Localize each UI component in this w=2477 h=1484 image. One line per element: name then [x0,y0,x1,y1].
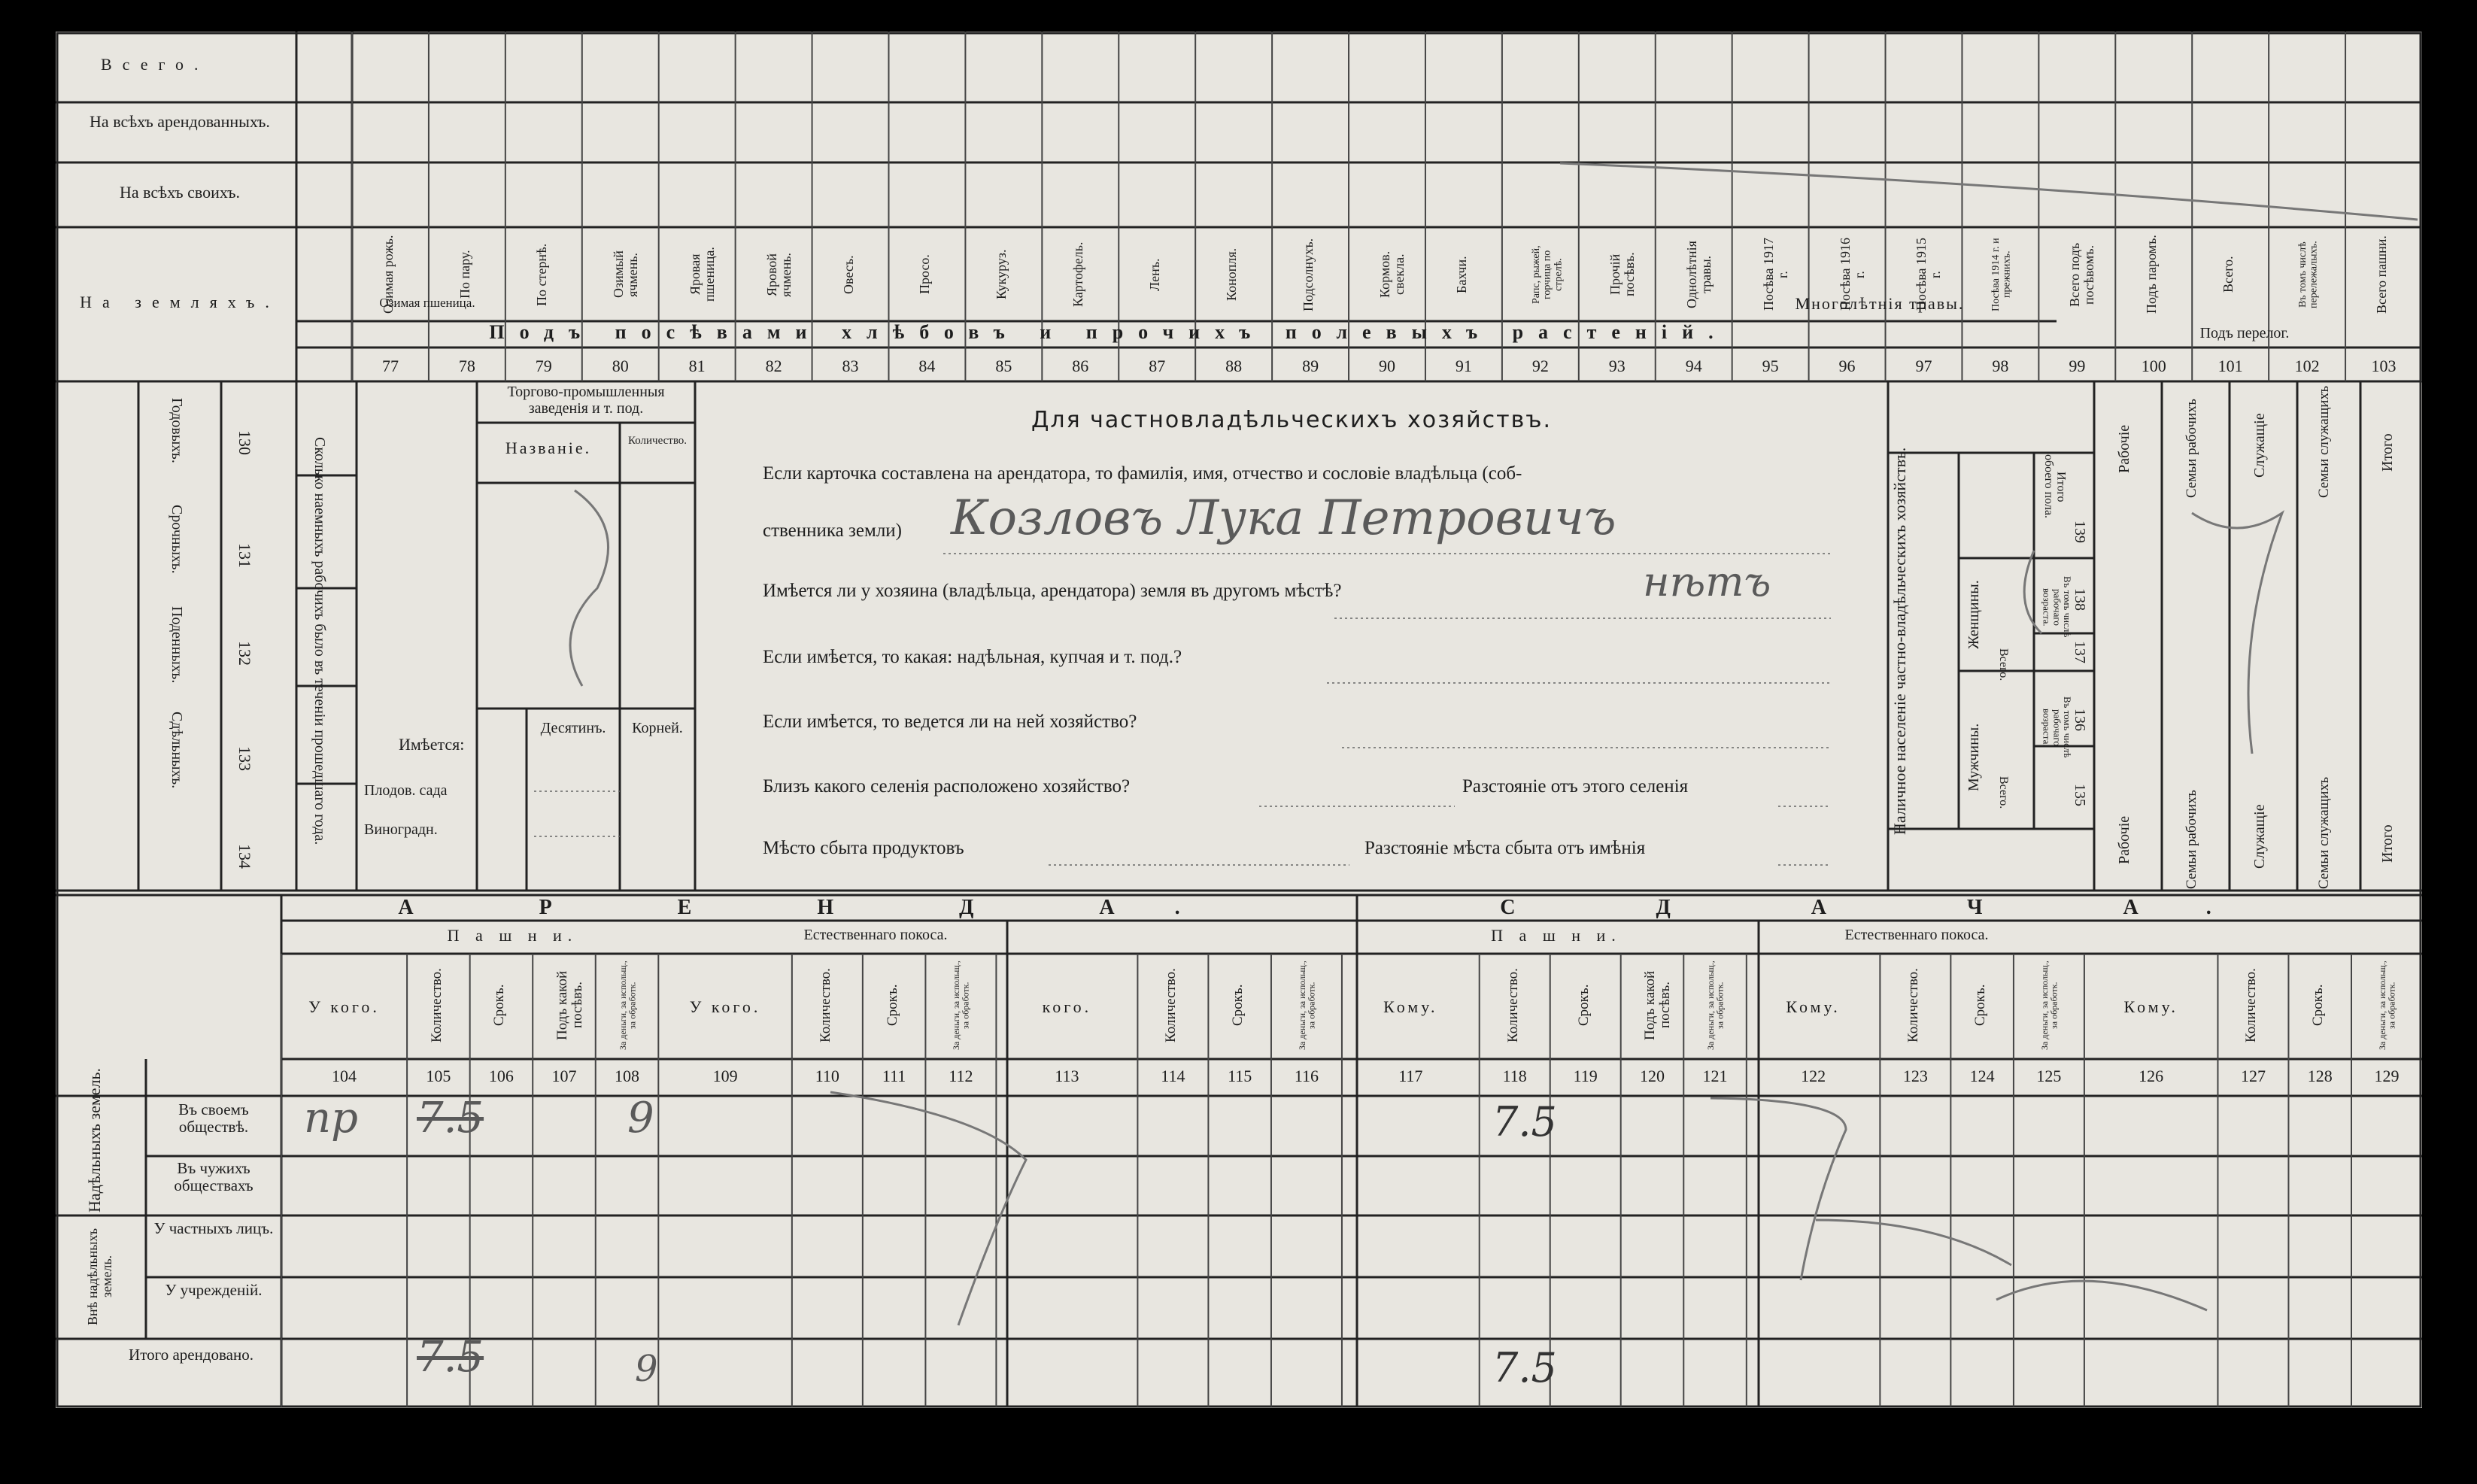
q1-line-a: Если карточка составлена на арендатора, то фамилiя, имя, отчество и сословiе владѣльца (соб- [763,463,1522,484]
men-working-age: Въ томъ числѣ рабочаго возраста. [2041,696,2073,758]
both-sexes: Итого обоего пола. [2041,454,2068,519]
lease-number: 117 [1398,1067,1423,1085]
crop-header: Прочiй посѣвъ. [1607,252,1637,297]
q1-line-b: ственника земли) [763,520,902,541]
lease-header: Количество. [1163,968,1179,1042]
lease-header: За деньги, за испольщ., за обработк. [1296,961,1317,1050]
workers-families-top: Семьи рабочихъ [2184,399,2199,498]
crop-number: 98 [1992,357,2009,375]
winter-wheat-label: Озимая пшеница. [379,296,475,310]
fallow-label: Подъ перелог. [2199,325,2290,341]
num-135: 135 [2072,784,2088,806]
other-land-answer: нѣтъ [1643,558,1771,605]
sdacha-title: С Д А Ч А. [1500,896,2279,919]
perennial-label: Многолѣтнiя травы. [1795,294,1965,313]
own-community-label: Въ своемъ обществѣ. [178,1100,249,1137]
women-working-age: Въ томъ числѣ рабочаго возраста. [2041,576,2073,638]
hw-r1-d: 7.5 [1492,1098,1557,1146]
hw-total-b: 9 [635,1348,658,1390]
arenda-pokos: Естественнаго покоса. [803,927,948,943]
annual-workers-label: Годовыхъ. [168,397,185,463]
arenda-pashni: П а ш н и. [447,926,578,945]
trade-title: Торгово-промышленныя заведенiя и т. под. [507,384,665,417]
roots-header: Корней. [632,720,683,736]
crop-header: Яровой ячмень. [763,252,794,297]
lease-header: Количество. [1504,968,1521,1042]
crop-number: 81 [688,357,706,375]
lease-header: Кому. [2123,997,2178,1016]
sdacha-pokos: Естественнаго покоса. [1844,927,1989,943]
num-130: 130 [235,430,255,455]
lease-number: 118 [1502,1067,1527,1085]
crop-header: Овесъ. [840,255,856,294]
lease-number: 119 [1573,1067,1598,1085]
sdacha-pashni: П а ш н и. [1491,926,1622,945]
crop-header: Кормов. свекла. [1377,250,1407,299]
num-139: 139 [2072,520,2088,543]
employees-families-top: Семьи служащихъ [2316,385,2332,498]
crop-number: 88 [1225,357,1243,375]
crop-header: Однолѣтнiя травы. [1683,241,1714,308]
crop-header: Яровая пшеница. [687,247,717,302]
men-total: Всего. [1996,776,2010,809]
private-persons-label: У частныхъ лицъ. [153,1219,274,1237]
crop-number: 77 [381,357,399,375]
hw-total-c: 7.5 [1492,1344,1557,1391]
trade-qty-header: Количество. [627,435,688,447]
lease-number: 129 [2374,1067,2400,1085]
crop-number: 97 [1915,357,1932,375]
men-label: Мужчины. [1966,723,1982,792]
piece-workers-label: Сдѣльныхъ. [168,711,185,789]
census-card [56,32,2422,1408]
owner-name-handwritten: Козловъ Лука Петровичъ [951,490,1616,546]
crop-number: 94 [1685,357,1702,375]
lease-header: Кому. [1383,997,1438,1016]
lease-number: 104 [332,1067,357,1085]
workers-bottom: Рабочiе [2116,815,2132,865]
crop-number: 83 [842,357,859,375]
lease-header: Подъ какой посѣвъ. [554,970,585,1040]
term-workers-label: Срочныхъ. [168,505,185,574]
crop-header: По пару. [457,250,472,299]
other-community-label: Въ чужихъ обществахъ [174,1159,253,1195]
workers-top: Рабочiе [2116,424,2132,474]
crop-header: Посѣва 1917 г. [1760,238,1790,311]
row-all-leased: На всѣхъ арендованныхъ. [90,112,270,131]
crop-number: 89 [1302,357,1319,375]
workers-families-bottom: Семьи рабочихъ [2184,790,2199,889]
institutions-label: У учрежденiй. [165,1281,263,1299]
row-total: Всего. [101,55,209,74]
crop-number: 95 [1762,357,1779,375]
crop-header: Бахчи. [1453,256,1469,293]
total-leased-label: Итого арендовано. [129,1346,253,1364]
lease-number: 120 [1639,1067,1665,1085]
employees-families-bottom: Семьи служащихъ [2316,776,2332,889]
lease-number: 127 [2240,1067,2266,1085]
private-title: Для частновладѣльческихъ хозяйствъ. [1031,407,1552,433]
lease-number: 126 [2139,1067,2164,1085]
lease-number: 125 [2036,1067,2062,1085]
total-top: Итого [2379,433,2396,472]
crop-header: Всего подъ посѣвомъ. [2067,242,2097,307]
lease-header: Кому. [1786,997,1841,1016]
lease-number: 124 [1969,1067,1995,1085]
crop-number: 92 [1531,357,1549,375]
lease-number: 107 [551,1067,577,1085]
crop-header: Подсолнухъ. [1301,238,1316,311]
crop-band-title: Подъ посѣвами хлѣбовъ и прочихъ полевыхъ растенiй. [489,321,1729,343]
crop-number: 79 [535,357,552,375]
num-136: 136 [2072,709,2088,731]
crop-number: 91 [1455,357,1472,375]
num-133: 133 [235,746,255,771]
lease-header: Срокъ. [1972,984,1989,1027]
crop-number: 102 [2294,357,2320,375]
q5-distance: Разстоянiе отъ этого селенiя [1462,776,1689,797]
crop-header: Всего пашни. [2374,235,2390,314]
lease-header: Количество. [428,968,445,1042]
lease-header: У кого. [308,997,380,1016]
daily-workers-label: Поденныхъ. [168,605,185,684]
row-all-own: На всѣхъ своихъ. [120,183,240,202]
crop-number: 101 [2217,357,2243,375]
q2-text: Имѣется ли у хозяина (владѣльца, арендатора) земля въ другомъ мѣстѣ? [763,581,1342,601]
lease-header: За деньги, за испольщ., за обработк. [617,961,638,1050]
crop-number: 100 [2141,357,2166,375]
lease-header: Подъ какой посѣвъ. [1642,970,1674,1040]
crop-number: 99 [2069,357,2086,375]
lease-header: кого. [1042,997,1092,1016]
non-allotment-lands-label: Внѣ надѣльныхъ земель. [85,1228,114,1325]
lease-number: 108 [615,1067,640,1085]
lease-header: Количество. [1905,968,1922,1042]
crop-header: Конопля. [1224,247,1240,302]
crop-header: Рапс, рыжей, горчица по стрелѣ. [1530,245,1565,304]
num-132: 132 [235,641,255,666]
population-title: Наличное населенiе частно-владѣльческихъ хозяйствъ. [1890,447,1909,835]
q5-text: Близъ какого селенiя расположено хозяйство? [763,776,1131,797]
crop-number: 86 [1072,357,1089,375]
lease-header: За деньги, за испольщ., за обработк. [2377,961,2397,1050]
crop-header: Подъ паромъ. [2144,235,2160,314]
lease-header: Срокъ. [1230,984,1246,1027]
lease-header: За деньги, за испольщ., за обработк. [2038,961,2060,1050]
crop-header: Въ томъ числѣ перележалыхъ. [2297,241,2320,308]
q3-text: Если имѣется, то какая: надѣльная, купчая и т. под.? [763,647,1182,667]
crop-header: Просо. [917,254,933,295]
desyatin-header: Десятинъ. [540,720,606,736]
crop-number: 96 [1838,357,1856,375]
lease-header: У кого. [689,997,761,1016]
crop-number: 93 [1608,357,1626,375]
employees-top: Служащiе [2251,413,2268,478]
num-138: 138 [2072,588,2088,611]
crop-header: Озимая рожь. [380,235,396,314]
lease-number: 109 [712,1067,738,1085]
crop-header: Озимый ячмень. [610,250,640,299]
lease-header: За деньги, за испольщ., за обработк. [1705,961,1726,1050]
lease-number: 123 [1902,1067,1928,1085]
has-label: Имѣется: [399,735,465,754]
hw-r1-c: 9 [627,1094,654,1143]
lease-number: 112 [949,1067,973,1085]
lease-header: Срокъ. [2310,984,2327,1027]
arenda-title: А Р Е Н Д А. [398,896,1240,919]
employees-bottom: Служащiе [2251,804,2268,869]
num-134: 134 [235,844,255,869]
lease-number: 115 [1228,1067,1252,1085]
q4-text: Если имѣется, то ведется ли на ней хозяйство? [763,712,1137,732]
q6-text: Мѣсто сбыта продуктовъ [763,838,964,858]
q6-distance: Разстоянiе мѣста сбыта отъ имѣнiя [1364,838,1646,858]
lease-header: Количество. [817,968,833,1042]
hw-r1-b: 7.5 [417,1094,484,1143]
total-bottom: Итого [2379,824,2396,863]
lease-number: 128 [2307,1067,2333,1085]
crop-header: Посѣва 1914 г. и прежнихъ. [1990,238,2014,311]
hw-r1-a: пр [304,1094,358,1143]
lease-header: Срокъ. [884,984,900,1027]
hired-workers-label: Сколько наемныхъ рабочихъ было въ теченiи прошедшаго года. [311,436,328,845]
crop-header: Кукуруз. [994,249,1009,300]
num-137: 137 [2072,641,2088,663]
trade-name-header: Названiе. [505,439,592,457]
crop-header: Всего. [2220,256,2236,293]
lease-number: 116 [1294,1067,1319,1085]
women-total: Всего. [1996,648,2010,681]
crop-number: 87 [1149,357,1166,375]
lease-number: 113 [1055,1067,1079,1085]
crop-number: 85 [995,357,1012,375]
lease-number: 114 [1161,1067,1185,1085]
lease-number: 106 [488,1067,514,1085]
vineyard-label: Виноградн. [364,821,438,838]
crop-header: Картофель. [1070,241,1086,308]
lease-number: 110 [815,1067,839,1085]
crop-number: 80 [612,357,629,375]
lease-number: 105 [426,1067,451,1085]
lease-header: За деньги, за испольщ., за обработк. [951,961,971,1050]
lease-header: Срокъ. [491,984,508,1027]
allotment-lands-label: Надѣльныхъ земель. [85,1067,104,1212]
lease-header: Срокъ. [1575,984,1592,1027]
women-label: Женщины. [1966,580,1982,649]
crop-header: Посѣва 1916 г. [1837,238,1867,311]
orchard-label: Плодов. сада [364,782,448,799]
hw-total-a: 7.5 [417,1333,484,1382]
crop-header: По стернѣ. [533,243,549,306]
crop-number: 84 [918,357,936,375]
lease-number: 121 [1702,1067,1728,1085]
crop-number: 78 [458,357,475,375]
crop-number: 82 [765,357,782,375]
lease-number: 122 [1801,1067,1826,1085]
row-on-lands: На земляхъ. [80,293,280,311]
num-131: 131 [235,543,255,568]
lease-number: 111 [882,1067,906,1085]
crop-header: Ленъ. [1147,258,1163,291]
crop-header: Посѣва 1915 г. [1914,238,1944,311]
crop-number: 90 [1378,357,1395,375]
lease-header: Количество. [2243,968,2260,1042]
crop-number: 103 [2371,357,2397,375]
